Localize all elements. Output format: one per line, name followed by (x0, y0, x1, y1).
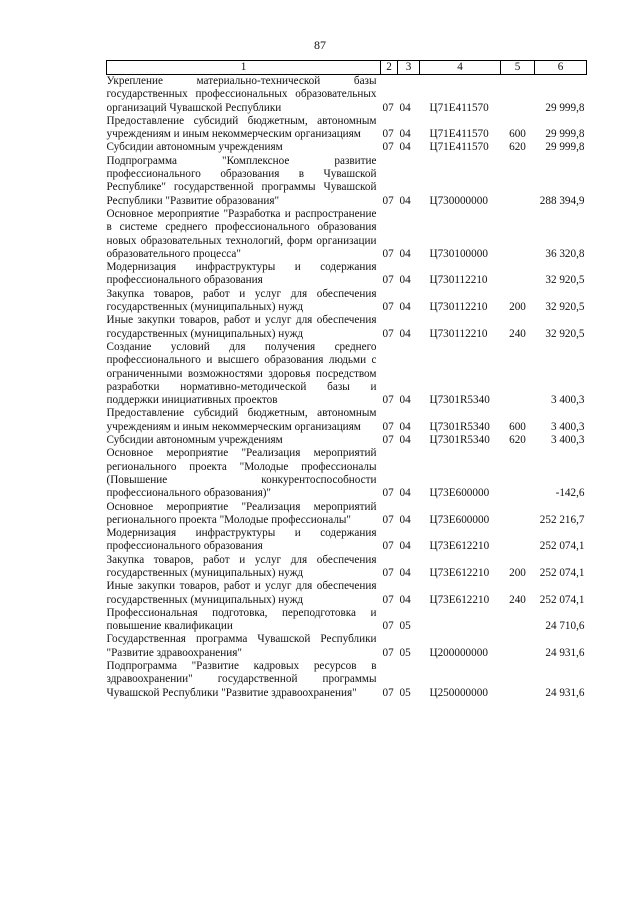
table-row (107, 527, 587, 554)
row-subsection: 04 (399, 128, 411, 141)
row-target-code: Ц730100000 (429, 247, 488, 260)
row-subsection: 04 (399, 247, 411, 260)
row-expense-type: 240 (509, 593, 526, 606)
row-section: 07 (382, 487, 394, 500)
table-row (107, 341, 587, 407)
row-subsection: 04 (399, 434, 411, 447)
table-row (107, 115, 587, 142)
row-subsection: 05 (399, 646, 411, 659)
table-row (107, 580, 587, 607)
row-section: 07 (382, 128, 394, 141)
column-header: 2 (381, 61, 398, 75)
row-name: Укрепление материально-технической базы государственных профессиональных образовательных организаций Чувашской Республики (106, 75, 377, 114)
row-expense-type: 240 (509, 327, 526, 340)
table-header-row (107, 61, 587, 75)
row-amount: 32 920,5 (545, 301, 585, 314)
row-name: Модернизация инфраструктуры и содержания профессионального образования (106, 527, 377, 553)
row-amount: 29 999,8 (545, 141, 585, 154)
row-subsection: 04 (399, 194, 411, 207)
row-subsection: 04 (399, 566, 411, 579)
row-expense-type (501, 75, 535, 115)
row-name: Государственная программа Чувашской Республики "Развитие здравоохранения" (106, 633, 377, 659)
row-expense-type: 200 (509, 301, 526, 314)
row-amount: 29 999,8 (545, 128, 585, 141)
row-target-code: Ц730000000 (429, 194, 488, 207)
row-section: 07 (382, 274, 394, 287)
table-row (107, 501, 587, 528)
row-expense-type (501, 527, 535, 554)
table-row (107, 288, 587, 315)
row-section: 07 (382, 540, 394, 553)
row-target-code: Ц71Е411570 (429, 101, 489, 114)
row-amount: 24 931,6 (545, 646, 585, 659)
row-section: 07 (382, 141, 394, 154)
row-expense-type (501, 155, 535, 208)
row-target-code: Ц71Е411570 (429, 128, 489, 141)
row-name: Создание условий для получения среднего профессионального и высшего образования людьми с ограниченными возможностями здоровья посредством разработки нормативно-методической базы и поддержки инициативных проектов (106, 340, 377, 407)
row-subsection: 05 (399, 620, 411, 633)
row-amount: 252 216,7 (539, 513, 585, 526)
row-section: 07 (382, 394, 394, 407)
row-target-code: Ц250000000 (429, 686, 488, 699)
row-expense-type: 620 (509, 141, 526, 154)
row-name: Предоставление субсидий бюджетным, автономным учреждениям и иным некоммерческим организациям (106, 407, 377, 433)
row-name: Основное мероприятие "Разработка и распространение в системе среднего профессионального образования новых образовательных технологий, форм организации образовательного процесса" (106, 207, 377, 260)
row-section: 07 (382, 194, 394, 207)
column-header: 4 (420, 61, 501, 75)
row-subsection: 04 (399, 327, 411, 340)
table-row (107, 607, 587, 634)
row-name: Подпрограмма "Развитие кадровых ресурсов в здравоохранении" государственной программы Чувашской Республики "Развитие здравоохранения" (106, 660, 377, 699)
table-row (107, 75, 587, 115)
row-amount: 3 400,3 (550, 434, 585, 447)
row-amount: 32 920,5 (545, 274, 585, 287)
row-amount: 252 074,1 (539, 566, 585, 579)
row-subsection: 04 (399, 513, 411, 526)
row-target-code: Ц730112210 (429, 301, 488, 314)
row-target-code: Ц73Е612210 (429, 593, 490, 606)
row-section: 07 (382, 420, 394, 433)
row-name: Модернизация инфраструктуры и содержания профессионального образования (106, 261, 377, 287)
row-target-code: Ц73Е600000 (429, 487, 490, 500)
row-target-code: Ц73Е600000 (429, 513, 490, 526)
column-header: 6 (535, 61, 587, 75)
row-expense-type (501, 261, 535, 288)
column-header: 5 (501, 61, 535, 75)
row-amount: 3 400,3 (550, 420, 585, 433)
row-name: Закупка товаров, работ и услуг для обеспечения государственных (муниципальных) нужд (106, 287, 377, 314)
row-subsection: 04 (399, 420, 411, 433)
table-row (107, 554, 587, 581)
table-row (107, 208, 587, 261)
row-amount: 24 710,6 (545, 620, 585, 633)
row-name: Профессиональная подготовка, переподготовка и повышение квалификации (106, 606, 377, 633)
row-target-code: Ц7301R5340 (429, 394, 490, 407)
row-subsection: 04 (399, 487, 411, 500)
row-expense-type (501, 633, 535, 660)
row-name: Основное мероприятие "Реализация мероприятий регионального проекта "Молодые профессионалы (Повышение конкурентоспособности профессионального образования)" (106, 447, 377, 500)
row-expense-type: 600 (509, 128, 526, 141)
row-subsection: 04 (399, 101, 411, 114)
row-amount: 252 074,1 (539, 593, 585, 606)
row-amount: 252 074,1 (539, 540, 585, 553)
table-row (107, 447, 587, 500)
row-expense-type: 620 (509, 434, 526, 447)
table-row (107, 141, 587, 154)
row-subsection: 05 (399, 686, 411, 699)
page-number: 87 (314, 38, 326, 52)
row-amount: 32 920,5 (545, 327, 585, 340)
row-amount: 36 320,8 (545, 247, 585, 260)
row-name: Основное мероприятие "Реализация мероприятий регионального проекта "Молодые профессионалы" (106, 500, 377, 526)
row-name: Субсидии автономным учреждениям (106, 434, 283, 447)
row-expense-type (501, 607, 535, 634)
row-section: 07 (382, 247, 394, 260)
row-section: 07 (382, 566, 394, 579)
table-row (107, 261, 587, 288)
row-target-code: Ц71Е411570 (429, 141, 489, 154)
budget-table (106, 60, 587, 700)
row-amount: 3 400,3 (550, 394, 585, 407)
row-section: 07 (382, 513, 394, 526)
row-name: Закупка товаров, работ и услуг для обеспечения государственных (муниципальных) нужд (106, 553, 377, 579)
row-expense-type (501, 208, 535, 261)
row-subsection: 04 (399, 394, 411, 407)
row-subsection: 04 (399, 274, 411, 287)
row-target-code: Ц73Е612210 (429, 566, 490, 579)
row-target-code: Ц730112210 (429, 274, 488, 287)
row-subsection: 04 (399, 301, 411, 314)
table-row (107, 314, 587, 341)
row-target-code: Ц7301R5340 (429, 434, 490, 447)
row-section: 07 (382, 620, 394, 633)
table-row (107, 434, 587, 447)
row-subsection: 04 (399, 141, 411, 154)
row-expense-type (501, 660, 535, 700)
table-row (107, 155, 587, 208)
row-amount: 24 931,6 (545, 686, 585, 699)
row-expense-type: 600 (509, 420, 526, 433)
row-section: 07 (382, 434, 394, 447)
row-amount: 29 999,8 (545, 101, 585, 114)
row-target-code: Ц73Е612210 (429, 540, 490, 553)
row-section: 07 (382, 686, 394, 699)
row-amount: 288 394,9 (539, 194, 585, 207)
row-name: Иные закупки товаров, работ и услуг для обеспечения государственных (муниципальных) нужд (106, 580, 377, 606)
row-section: 07 (382, 301, 394, 314)
row-expense-type (501, 501, 535, 528)
row-target-code: Ц200000000 (429, 646, 488, 659)
column-header: 3 (398, 61, 420, 75)
row-name: Подпрограмма "Комплексное развитие профессионального образования в Чувашской Республике" государственной программы Чувашской Республики "Развитие образования" (106, 154, 377, 207)
row-name: Субсидии автономным учреждениям (106, 141, 283, 154)
row-expense-type (501, 341, 535, 407)
row-target-code: Ц730112210 (429, 327, 488, 340)
table-row (107, 660, 587, 700)
row-subsection: 04 (399, 540, 411, 553)
row-section: 07 (382, 327, 394, 340)
row-section: 07 (382, 646, 394, 659)
row-expense-type (501, 447, 535, 500)
table-row (107, 407, 587, 434)
row-subsection: 04 (399, 593, 411, 606)
row-amount: -142,6 (555, 487, 585, 500)
row-section: 07 (382, 101, 394, 114)
row-section: 07 (382, 593, 394, 606)
table-row (107, 633, 587, 660)
row-target-code: Ц7301R5340 (429, 420, 490, 433)
row-name: Предоставление субсидий бюджетным, автономным учреждениям и иным некоммерческим организациям (106, 114, 377, 141)
row-expense-type: 200 (509, 566, 526, 579)
row-target-code (420, 607, 501, 634)
row-name: Иные закупки товаров, работ и услуг для обеспечения государственных (муниципальных) нужд (106, 314, 377, 340)
column-header: 1 (107, 61, 381, 75)
